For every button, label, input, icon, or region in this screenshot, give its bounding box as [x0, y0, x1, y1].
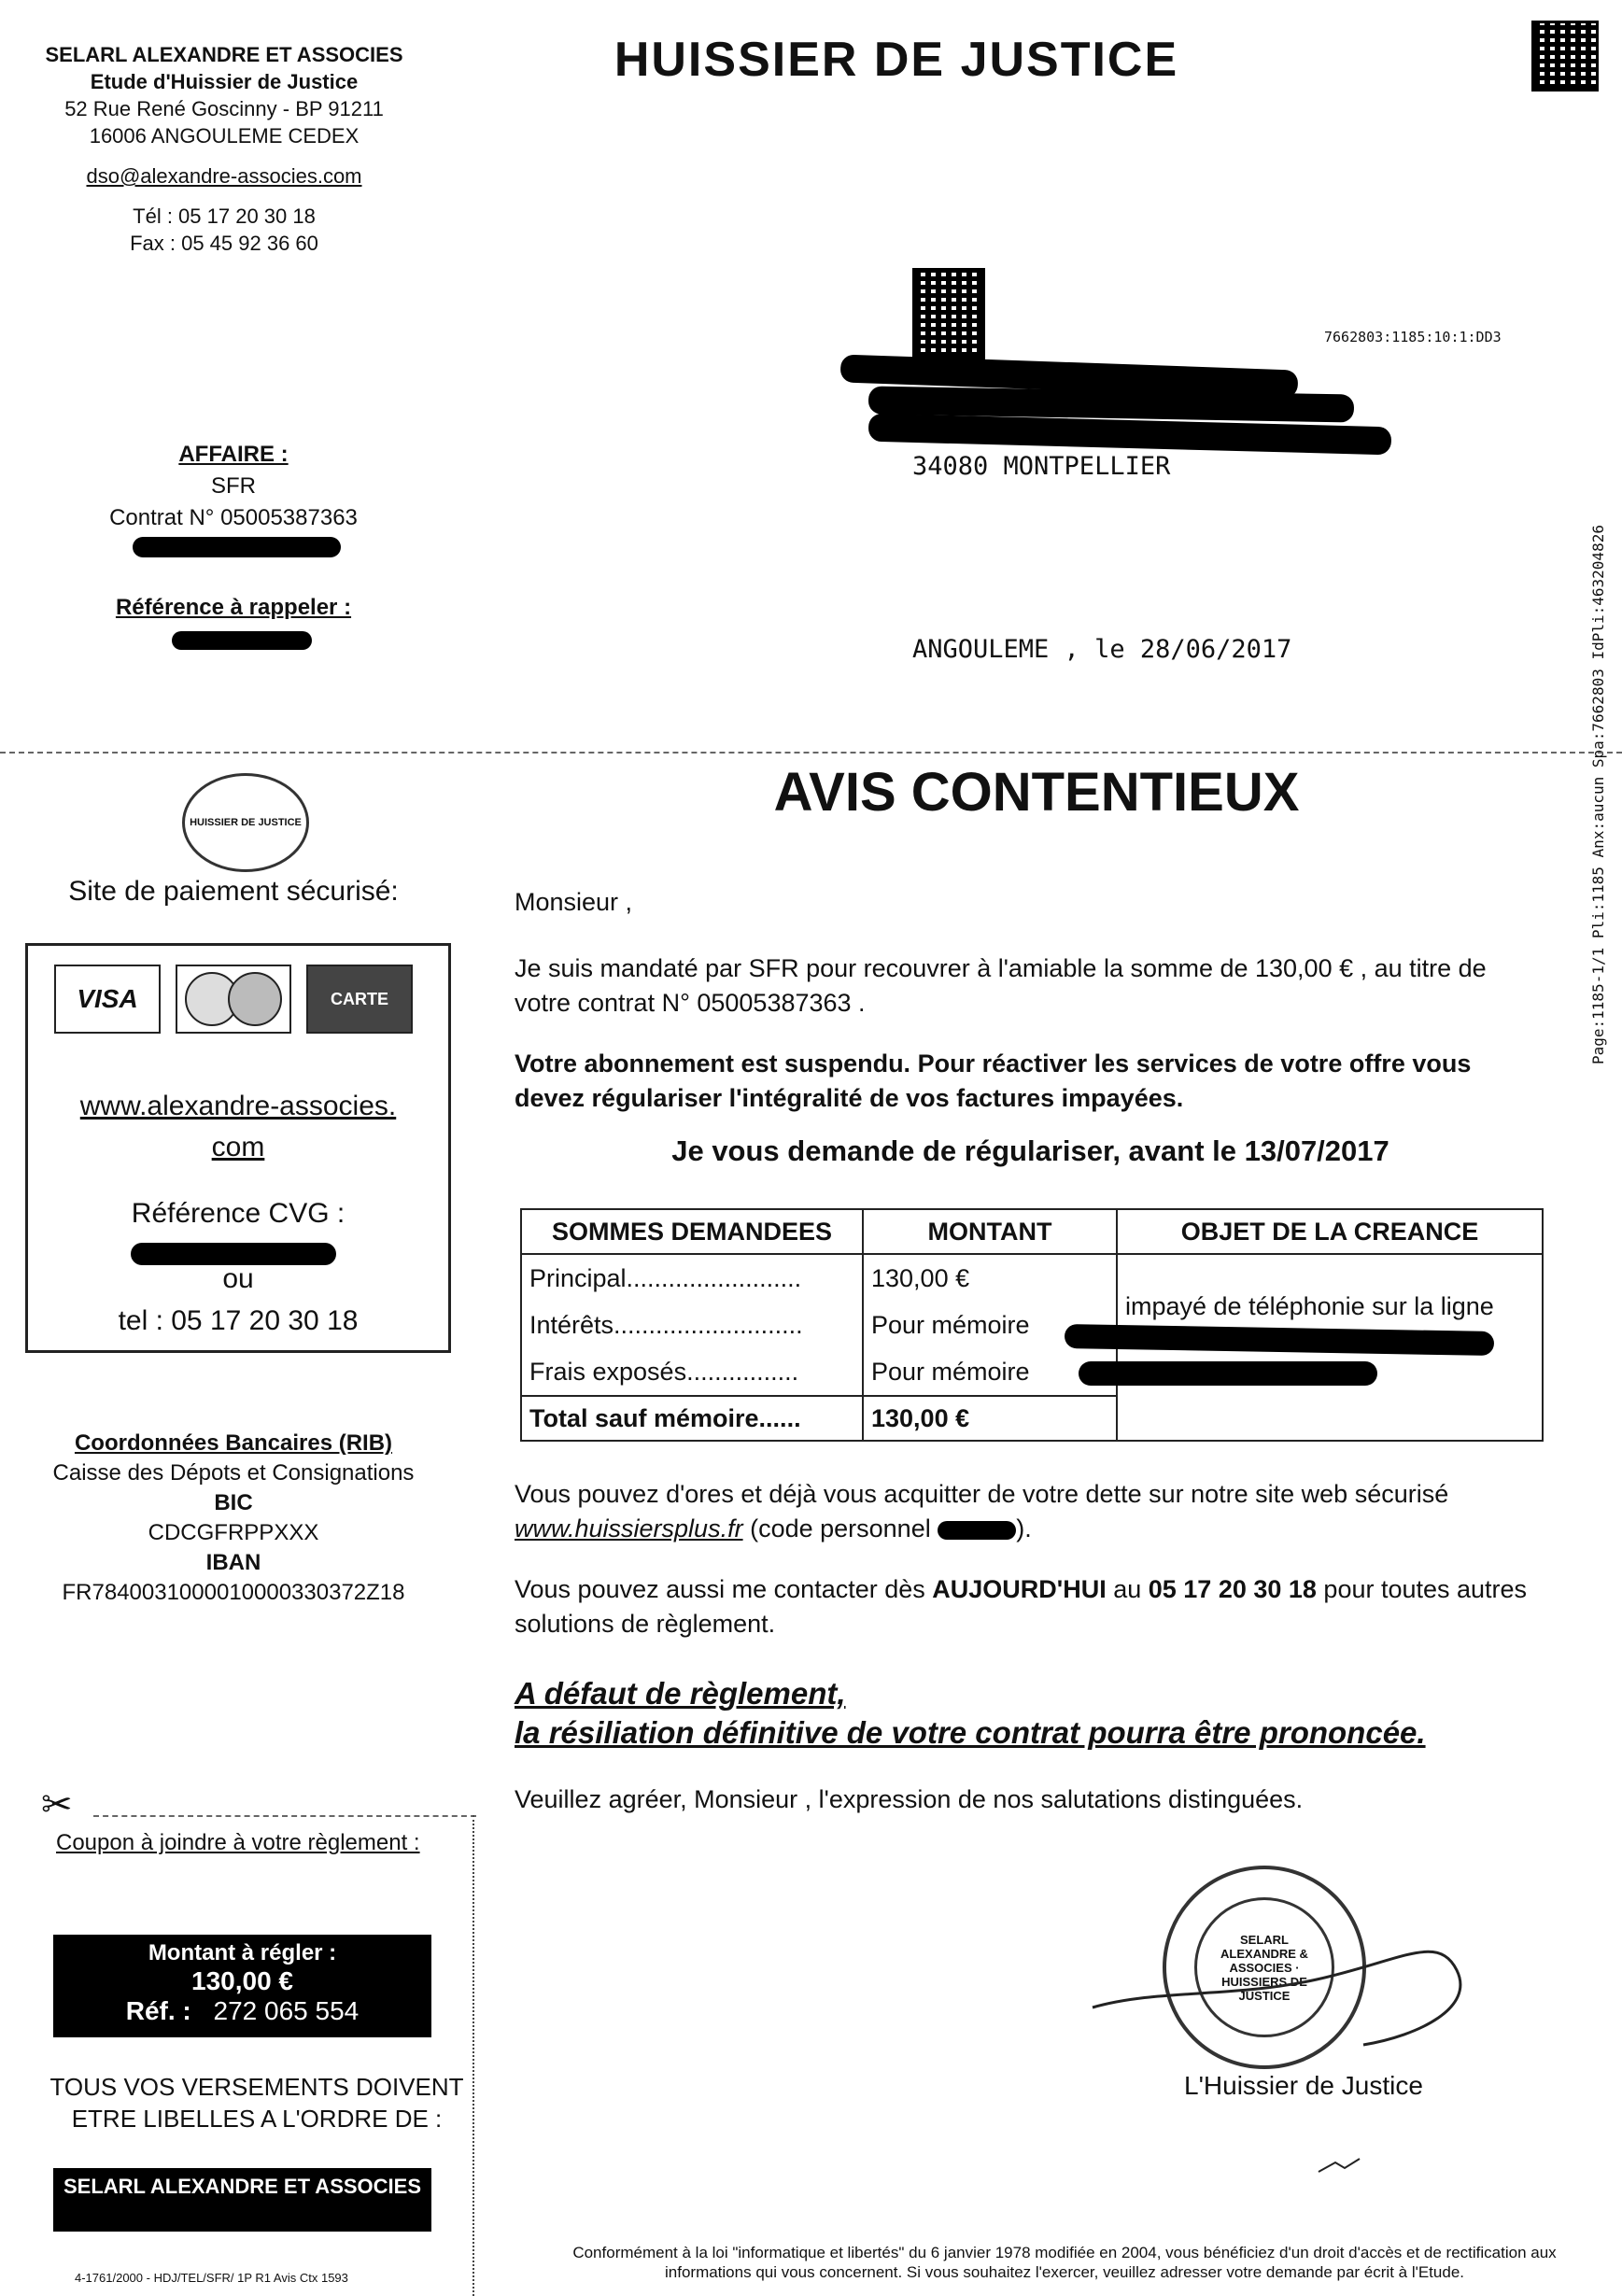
- signer-title: L'Huissier de Justice: [1184, 2071, 1423, 2100]
- amount-label: Montant à régler :: [148, 1940, 337, 1965]
- payment-order-note: TOUS VOS VERSEMENTS DOIVENT ETRE LIBELLES A L'ORDRE DE :: [49, 2073, 464, 2133]
- sender-address-2: 16006 ANGOULEME CEDEX: [89, 124, 360, 148]
- payment-site-label: Site de paiement sécurisé:: [68, 876, 399, 907]
- redaction-mark: [1079, 1361, 1377, 1386]
- closing-salutation: Veuillez agréer, Monsieur , l'expression de nos salutations distinguées.: [515, 1785, 1304, 1813]
- scissors-icon: ✂: [41, 1784, 73, 1825]
- paragraph-online-payment: Vous pouvez d'ores et déjà vous acquitter de votre dette sur notre site web sécurisé www.huissiersplus.fr (code personnel ).: [515, 1480, 1449, 1542]
- payment-or: ou: [222, 1263, 254, 1294]
- table-row: Frais exposés................ Pour mémoire: [521, 1348, 1543, 1396]
- table-row: Principal......................... 130,00 € impayé de téléphonie sur la ligne: [521, 1254, 1543, 1302]
- letter-body: [515, 885, 1546, 1116]
- table-header: MONTANT: [863, 1209, 1117, 1254]
- rib-bank: Caisse des Dépots et Consignations: [52, 1460, 415, 1486]
- side-code: Page:1185-1/1 Pli:1185 Anx:aucun Spa:7662803 IdPli:463204826: [1589, 525, 1607, 1064]
- legal-notice: Conformément à la loi "informatique et libertés" du 6 janvier 1978 modifiée en 2004, vous bénéficiez d'un droit d'accès et de rectification aux informations qui vous concernent. Si vous souhaitez l'exercer, veuillez adresser votre demande par écrit à l'Etude.: [572, 2244, 1557, 2281]
- rib-iban-label: IBAN: [205, 1550, 261, 1575]
- date-line: ANGOULEME , le 28/06/2017: [912, 635, 1292, 664]
- paragraph-contact: Vous pouvez aussi me contacter dès AUJOURD'HUI au 05 17 20 30 18 pour toutes autres solutions de règlement.: [515, 1575, 1528, 1638]
- sender-name: SELARL ALEXANDRE ET ASSOCIES: [45, 43, 403, 66]
- affaire-block: [56, 439, 411, 534]
- reference-label: Référence à rappeler :: [115, 595, 352, 620]
- rib-title: Coordonnées Bancaires (RIB): [74, 1430, 393, 1456]
- qr-code-address: [912, 268, 985, 359]
- payment-box: [25, 943, 451, 1353]
- table-total-row: Total sauf mémoire...... 130,00 €: [521, 1396, 1543, 1441]
- claim-object: impayé de téléphonie sur la ligne: [1117, 1254, 1543, 1441]
- redaction-mark: [131, 1243, 336, 1265]
- claim-table: [520, 1208, 1544, 1442]
- amount-box: [53, 1935, 431, 2037]
- sender-tel: Tél : 05 17 20 30 18: [133, 204, 316, 228]
- sender-block: [19, 41, 430, 257]
- rib-block: [19, 1429, 448, 1608]
- paragraph-suspension: Votre abonnement est suspendu. Pour réactiver les services de votre offre vous devez régulariser l'intégralité de vos factures impayées.: [515, 1049, 1472, 1112]
- affaire-contract: Contrat N° 05005387363: [109, 505, 358, 530]
- coupon-label: Coupon à joindre à votre règlement :: [56, 1830, 420, 1855]
- redaction-mark: [133, 537, 341, 557]
- signature-icon: [1083, 1895, 1475, 2082]
- warning-text: A défaut de règlement, la résiliation définitive de votre contrat pourra être prononcée.: [515, 1676, 1426, 1750]
- coupon-ref-label: Réf. :: [125, 1996, 191, 2025]
- coupon-ref-value: 272 065 554: [213, 1996, 360, 2025]
- rib-bic: CDCGFRPPXXX: [148, 1520, 319, 1545]
- mastercard-icon: [176, 965, 291, 1034]
- payment-url[interactable]: www.alexandre-associes. com: [79, 1091, 397, 1162]
- visa-card-icon: VISA: [54, 965, 161, 1034]
- payment-reference-label: Référence CVG :: [131, 1198, 346, 1229]
- table-header: SOMMES DEMANDEES: [521, 1209, 863, 1254]
- coupon-cut-line: [93, 1815, 476, 1817]
- salutation: Monsieur ,: [515, 888, 633, 916]
- coupon-cut-line-vertical: [472, 1815, 474, 2296]
- form-code: 4-1761/2000 - HDJ/TEL/SFR/ 1P R1 Avis Ctx 1593: [75, 2271, 348, 2285]
- rib-bic-label: BIC: [214, 1490, 253, 1515]
- recipient-city: 34080 MONTPELLIER: [912, 452, 1171, 481]
- sender-email[interactable]: dso@alexandre-associes.com: [86, 164, 362, 188]
- redaction-mark: [938, 1521, 1016, 1540]
- redaction-mark: [172, 631, 312, 650]
- deadline-line: Je vous demande de régulariser, avant le 13/07/2017: [671, 1134, 1389, 1167]
- sender-address-1: 52 Rue René Goscinny - BP 91211: [64, 97, 384, 120]
- official-stamp-icon: SELARL ALEXANDRE & ASSOCIES · HUISSIERS DE JUSTICE: [1163, 1866, 1366, 2069]
- qr-code-top: [1531, 21, 1599, 92]
- sender-fax: Fax : 05 45 92 36 60: [130, 232, 318, 255]
- fold-line: [0, 752, 1622, 754]
- table-row: Intérêts........................... Pour mémoire: [521, 1302, 1543, 1348]
- affaire-client: SFR: [211, 473, 256, 499]
- affaire-label: AFFAIRE :: [178, 442, 289, 467]
- payee-box: SELARL ALEXANDRE ET ASSOCIES: [53, 2168, 431, 2232]
- notice-title: AVIS CONTENTIEUX: [773, 762, 1300, 823]
- huissiersplus-link[interactable]: www.huissiersplus.fr: [515, 1514, 743, 1542]
- document-title: HUISSIER DE JUSTICE: [614, 33, 1179, 87]
- document-code: 7662803:1185:10:1:DD3: [1324, 329, 1502, 345]
- payment-tel: tel : 05 17 20 30 18: [118, 1305, 359, 1336]
- paraph-icon: [1317, 2155, 1363, 2177]
- table-header: OBJET DE LA CREANCE: [1117, 1209, 1543, 1254]
- huissier-seal-icon: HUISSIER DE JUSTICE: [182, 773, 309, 872]
- carte-bleue-icon: CARTE: [306, 965, 413, 1034]
- amount-value: 130,00 €: [191, 1966, 293, 1995]
- paragraph-mandate: Je suis mandaté par SFR pour recouvrer à l'amiable la somme de 130,00 € , au titre de votre contrat N° 05005387363 .: [515, 954, 1487, 1017]
- rib-iban: FR7840031000010000330372Z18: [62, 1580, 405, 1605]
- sender-subtitle: Etude d'Huissier de Justice: [90, 70, 359, 93]
